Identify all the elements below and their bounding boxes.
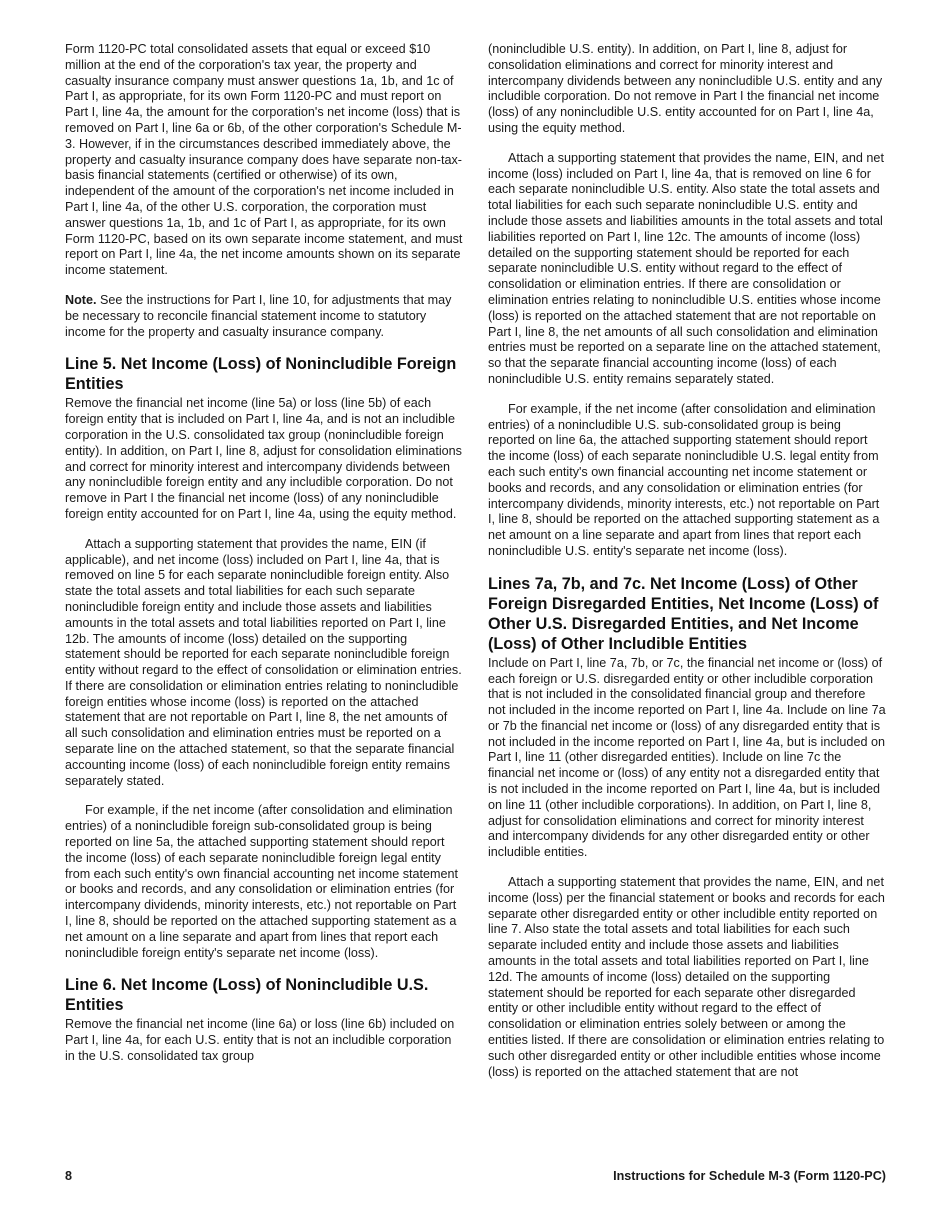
- paragraph: (nonincludible U.S. entity). In addition, on Part I, line 8, adjust for consolidation eliminations and correct for minority interest and intercompany dividends between any nonincludible U.S. entity and any includible corporation. Do not remove in Part I the financial net income (loss) of any nonincludible U.S. entity accounted for on Part I, line 4a, using the equity method.: [488, 42, 883, 135]
- paragraph: Form 1120-PC total consolidated assets that equal or exceed $10 million at the end of the corporation's tax year, the property and casualty insurance company must answer questions 1a, 1b, and 1c of Part I, as appropriate, for its own Form 1120-PC and must report on Part I, line 4a, the amount for the corporation's net income (loss) that is removed on Part I, line 6a or 6b, of the other corporation's Schedule M-3. However, if in the circumstances described immediately above, the property and casualty insurance company does have separate non-tax-basis financial statements (certified or otherwise) of its own, independent of the amount of the corporation's net income included in Part I, line 4a, of the other U.S. corporation, the corporation must answer questions 1a, 1b, and 1c of Part I, as appropriate, for its own Form 1120-PC, based on its own separate income statement, and must report on Part I, line 4a, the net income amounts shown on its separate income statement.: [65, 42, 463, 278]
- note-text: See the instructions for Part I, line 10, for adjustments that may be necessary to reconcile financial statement income to statutory income for the property and casualty insurance company.: [65, 292, 452, 339]
- page-number: 8: [65, 1169, 73, 1183]
- paragraph: For example, if the net income (after consolidation and elimination entries) of a nonincludible U.S. sub-consolidated group is being reported on line 6a, the attached supporting statement should report the income (loss) of each separate nonincludible U.S. legal entity from each such entity's own financial accounting net income statement or books and records, and any consolidation or elimination entries (for intercompany dividends, minority interests, etc.) not reportable on Part I, line 8, should be reported on the attached supporting statement as a net amount on a line separate and apart from lines that report each nonincludible U.S. entity's separate net income (loss).: [488, 401, 880, 558]
- heading-line-5: Line 5. Net Income (Loss) of Nonincludible Foreign Entities: [65, 355, 457, 394]
- paragraph: For example, if the net income (after consolidation and elimination entries) of a nonincludible foreign sub-consolidated group is being reported on line 5a, the attached supporting statement should report the income (loss) of each separate nonincludible foreign legal entity from each such entity's own financial accounting net income statement or books and records, and any consolidation or elimination entries (for intercompany dividends, minority interests, etc.) not reportable on Part I, line 8, should be reported on the attached supporting statement as a net amount on a line separate and apart from lines that report each nonincludible foreign entity's separate net income (loss).: [65, 803, 459, 960]
- heading-lines-7: Lines 7a, 7b, and 7c. Net Income (Loss) of Other Foreign Disregarded Entities, Net Income (Loss) of Other U.S. Disregarded Entities, and Net Income (Loss) of Other Includible Entities: [488, 574, 879, 653]
- right-column: [488, 42, 886, 1094]
- heading-line-6: Line 6. Net Income (Loss) of Nonincludible U.S. Entities: [65, 976, 429, 1015]
- paragraph: Attach a supporting statement that provides the name, EIN (if applicable), and net income (loss) included on Part I, line 4a, that is removed on line 5 for each separate nonincludible foreign entity. Also state the total assets and total liabilities for each such separate nonincludible foreign entity and include those assets and liabilities amounts in the total assets and total liabilities reported on Part I, line 12b. The amounts of income (loss) detailed on the supporting statement should be reported for each separate nonincludible foreign entity without regard to the effect of consolidation or elimination entries. If there are consolidation or elimination entries relating to nonincludible foreign entities whose income (loss) is reported on the attached statement that are not reportable on Part I, line 8, the net amounts of all such consolidation and elimination entries must be reported on a separate line on the attached statement, so that the separate financial accounting income (loss) of each nonincludible foreign entity remains separately stated.: [65, 536, 462, 788]
- paragraph: Remove the financial net income (line 6a) or loss (line 6b) included on Part I, line 4a, for each U.S. entity that is not an includible corporation in the U.S. consolidated tax group: [65, 1017, 455, 1064]
- note-label: Note.: [65, 292, 97, 307]
- paragraph: Attach a supporting statement that provides the name, EIN, and net income (loss) per the financial statement or books and records for each separate other disregarded entity or other includible entity reported on line 7. Also state the total assets and total liabilities for each such separate included entity and include those assets and liabilities amounts in the total assets and total liabilities reported on Part I, line 12d. The amounts of income (loss) detailed on the supporting statement should be reported for each separate other disregarded entity or other includible entity without regard to the effect of consolidation or elimination entries solely between or among the entities listed. If there are consolidation or elimination entries relating to such other disregarded entity or other includible entities whose income (loss) is reported on the attached statement that are not: [488, 875, 885, 1079]
- paragraph: Attach a supporting statement that provides the name, EIN, and net income (loss) included on Part I, line 4a, that is removed on line 6 for each separate nonincludible U.S. entity. Also state the total assets and total liabilities for each such separate nonincludible U.S. entity and include those assets and liabilities amounts in the total assets and total liabilities reported on Part I, line 12c. The amounts of income (loss) detailed on the supporting statement should be reported for each separate nonincludible U.S. entity without regard to the effect of consolidation or elimination entries. If there are consolidation or elimination entries relating to nonincludible U.S. entities whose income (loss) is reported on the attached statement that are not reportable on Part I, line 8, the net amounts of all such consolidation and elimination entries must be reported on a separate line on the attached statement, so that the separate financial accounting income (loss) of each nonincludible U.S. entity remains separately stated.: [488, 150, 884, 386]
- note-paragraph: [65, 293, 463, 340]
- footer-form-title: Instructions for Schedule M-3 (Form 1120-PC): [613, 1169, 886, 1183]
- paragraph: Remove the financial net income (line 5a) or loss (line 5b) of each foreign entity that is included on Part I, line 4a, and is not an includible corporation in the U.S. consolidated tax group (nonincludible foreign entity). In addition, on Part I, line 8, adjust for consolidation eliminations and correct for minority interest and intercompany dividends between any nonincludible foreign entity and any includible corporation. Do not remove in Part I the financial net income (loss) of any nonincludible foreign entity accounted for on Part I, line 4a, using the equity method.: [65, 396, 462, 521]
- paragraph: Include on Part I, line 7a, 7b, or 7c, the financial net income or (loss) of each foreign or U.S. disregarded entity or other includible corporation that is not included in the consolidated financial group and therefore not included in the income reported on Part I, line 4a. Include on line 7a or 7b the financial net income or (loss) of any disregarded entity that is not included in the income reported on Part I, line 4a, but is included on Part I, line 11 (other disregarded entities). Include on line 7c the financial net income or (loss) of any entity not a disregarded entity that is not included in the income reported on Part I, line 4a, but is included on line 11 (other includible corporations). In addition, on Part I, line 8, adjust for consolidation eliminations and correct for minority interest and intercompany dividends for any other disregarded entity or other includible entities.: [488, 655, 886, 860]
- left-column: [65, 42, 463, 1079]
